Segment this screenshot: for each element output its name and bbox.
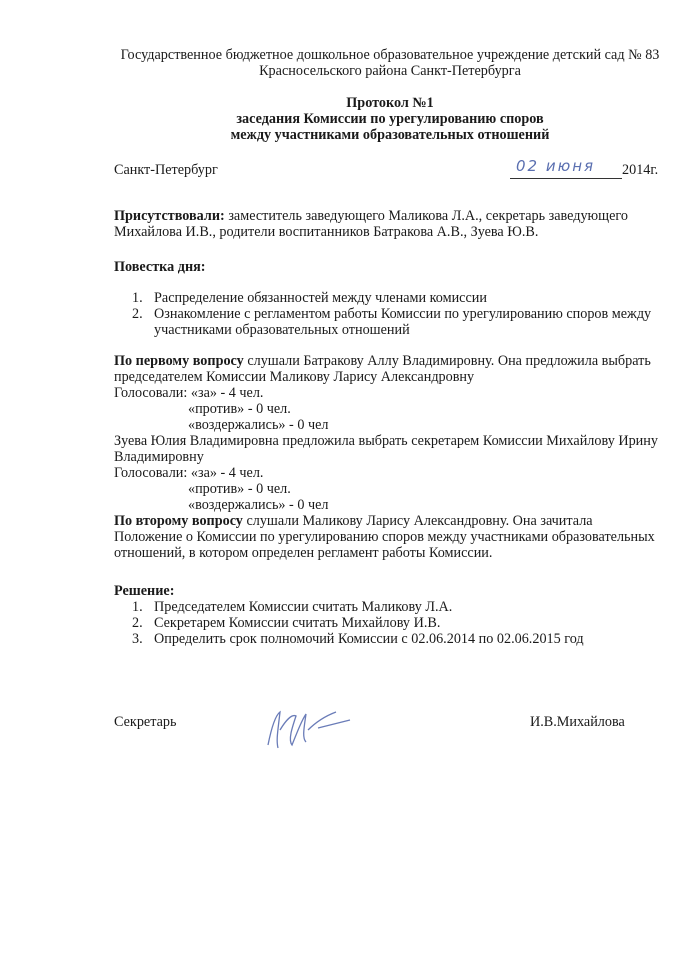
date-blank xyxy=(510,158,622,179)
question-1 xyxy=(114,353,674,561)
vote-label: Голосовали: xyxy=(114,465,191,481)
agenda-label: Повестка дня: xyxy=(114,259,206,275)
title-line-1: Протокол №1 xyxy=(346,95,434,111)
header-line-2: Красносельского района Санкт-Петербурга xyxy=(259,63,521,79)
item-number: 2. xyxy=(132,615,143,631)
decision-item xyxy=(114,615,674,631)
item-number: 3. xyxy=(132,631,143,647)
decision-item xyxy=(114,599,674,615)
item-number: 2. xyxy=(132,306,143,322)
place: Санкт-Петербург xyxy=(114,162,218,178)
item-text: Распределение обязанностей между членами комиссии xyxy=(154,290,487,306)
title-line-3: между участниками образовательных отношений xyxy=(230,127,550,143)
q1-text-1: слушали Батракову Аллу Владимировну. Она предложила выбрать xyxy=(243,353,651,369)
item-text-2: участниками образовательных отношений xyxy=(154,322,410,338)
q1-text-4: Владимировну xyxy=(114,449,204,465)
q1-text-3: Зуева Юлия Владимировна предложила выбрать секретарем Комиссии Михайлову Ирину xyxy=(114,433,658,449)
agenda-item xyxy=(114,306,674,338)
document-title xyxy=(100,95,680,143)
item-number: 1. xyxy=(132,599,143,615)
present-text-1: заместитель заведующего Маликова Л.А., секретарь заведующего xyxy=(224,208,628,224)
item-text: Секретарем Комиссии считать Михайлову И.В. xyxy=(154,615,441,631)
vote-for: «за» - 4 чел. xyxy=(190,385,264,401)
present-text-2: Михайлова И.В., родители воспитанников Батракова А.В., Зуева Ю.В. xyxy=(114,224,539,240)
q2-label: По второму вопросу xyxy=(114,513,243,529)
signature-role: Секретарь xyxy=(114,714,177,730)
item-text: Определить срок полномочий Комиссии с 02.06.2014 по 02.06.2015 год xyxy=(154,631,584,647)
q2-text-3: отношений, в котором определен регламент работы Комиссии. xyxy=(114,545,493,561)
vote-against: «против» - 0 чел. xyxy=(188,401,291,417)
signature-name: И.В.Михайлова xyxy=(530,714,625,730)
item-text: Председателем Комиссии считать Маликову Л.А. xyxy=(154,599,453,615)
item-text: Ознакомление с регламентом работы Комиссии по урегулированию споров между xyxy=(154,306,652,322)
header-line-1: Государственное бюджетное дошкольное образовательное учреждение детский сад № 83 xyxy=(120,47,660,63)
vote-abstain: «воздержались» - 0 чел xyxy=(188,497,329,513)
q2-text-2: Положение о Комиссии по урегулированию споров между участниками образовательных xyxy=(114,529,655,545)
agenda-item xyxy=(114,290,674,306)
vote-abstain: «воздержались» - 0 чел xyxy=(188,417,329,433)
institution-header xyxy=(100,47,680,79)
decision-label: Решение: xyxy=(114,583,175,599)
item-number: 1. xyxy=(132,290,143,306)
date-year: 2014г. xyxy=(622,162,659,178)
q1-label: По первому вопросу xyxy=(114,353,244,369)
decision-list xyxy=(114,599,674,647)
handwritten-signature xyxy=(258,700,358,755)
q2-text-1: слушали Маликову Ларису Александровну. Она зачитала xyxy=(242,513,593,529)
present-section xyxy=(114,208,674,240)
title-line-2: заседания Комиссии по урегулированию споров xyxy=(236,111,544,127)
handwritten-date: 02 июня xyxy=(516,157,596,175)
present-label: Присутствовали: xyxy=(114,208,225,224)
vote-for: «за» - 4 чел. xyxy=(190,465,264,481)
q1-text-2: председателем Комиссии Маликову Ларису Александровну xyxy=(114,369,475,385)
vote-label: Голосовали: xyxy=(114,385,191,401)
decision-item xyxy=(114,631,674,647)
agenda-list xyxy=(114,290,674,338)
vote-against: «против» - 0 чел. xyxy=(188,481,291,497)
